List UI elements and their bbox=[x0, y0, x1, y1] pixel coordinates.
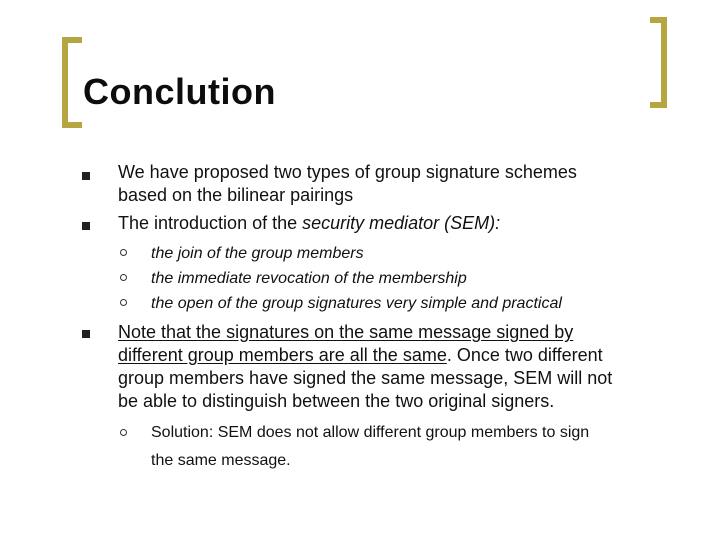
bullet-2-italic-term: security mediator (SEM): bbox=[302, 213, 501, 233]
square-bullet-icon bbox=[82, 330, 90, 338]
left-bracket-decoration bbox=[62, 37, 82, 128]
solution-line-2: the same message. bbox=[151, 452, 291, 469]
bullet-1-line-2: based on the bilinear pairings bbox=[118, 185, 354, 205]
sub-item-open: the open of the group signatures very simple and practical bbox=[151, 295, 562, 312]
sub-item-revocation: the immediate revocation of the membership bbox=[151, 270, 467, 287]
bullet-3-line-2-underlined: different group members are all the same bbox=[118, 345, 447, 365]
bullet-3-line-1: Note that the signatures on the same message signed by bbox=[118, 322, 574, 342]
square-bullet-icon bbox=[82, 172, 90, 180]
bullet-1-line-1: We have proposed two types of group signature schemes bbox=[118, 162, 577, 182]
bullet-3-line-2 bbox=[118, 344, 688, 367]
ring-bullet-icon bbox=[120, 249, 127, 256]
slide-title: Conclution bbox=[83, 71, 276, 112]
sub-item-solution bbox=[151, 419, 691, 475]
square-bullet-icon bbox=[82, 222, 90, 230]
sub-item-join: the join of the group members bbox=[151, 245, 364, 262]
solution-line-1: Solution: SEM does not allow different group members to sign bbox=[151, 424, 590, 441]
ring-bullet-icon bbox=[120, 299, 127, 306]
bullet-2-prefix: The introduction of the bbox=[118, 213, 303, 233]
ring-bullet-icon bbox=[120, 429, 127, 436]
bullet-2-text bbox=[118, 212, 688, 235]
bullet-3-text bbox=[118, 321, 688, 413]
bullet-3-line-4: be able to distinguish between the two original signers. bbox=[118, 391, 555, 411]
bullet-3-line-3: group members have signed the same message, SEM will not bbox=[118, 368, 613, 388]
bullet-1-text bbox=[118, 161, 688, 207]
right-bracket-decoration bbox=[650, 17, 667, 108]
ring-bullet-icon bbox=[120, 274, 127, 281]
bullet-3-line-2-rest: . Once two different bbox=[446, 345, 603, 365]
